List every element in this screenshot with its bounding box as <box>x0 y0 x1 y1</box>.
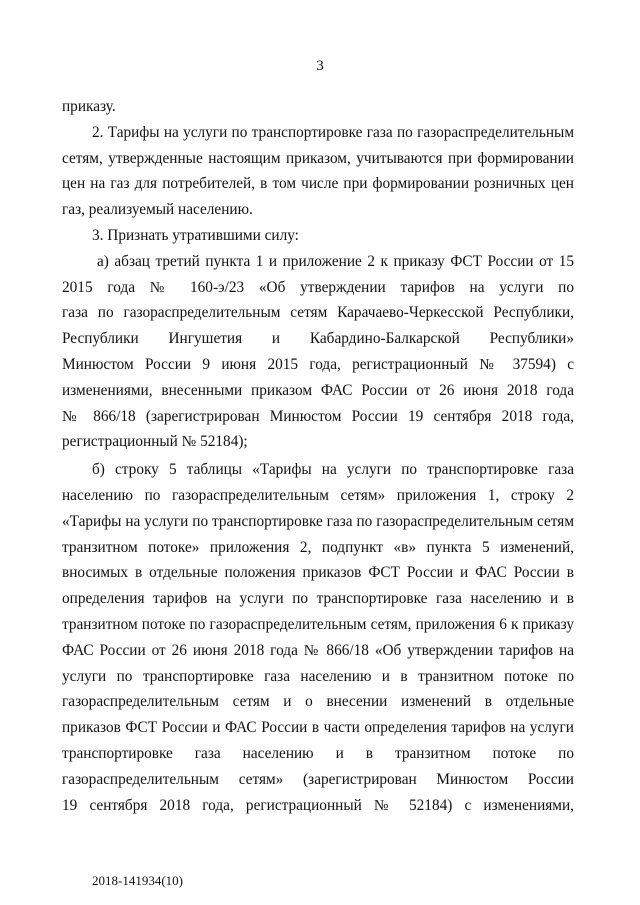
text-line: приказу. <box>62 98 116 115</box>
text-line: цен на газ для потребителей, в том числе при формировании розничных цен <box>62 175 574 193</box>
text-line: № 866/18 (зарегистрирован Минюстом России 19 сентября 2018 года, <box>62 407 574 425</box>
text-line: транзитном потоке» приложения 2, подпункт «в» пункта 5 изменений, <box>62 538 574 556</box>
text-line: «Тарифы на услуги по транспортировке газа по газораспределительным сетям <box>62 512 574 530</box>
text-line: газораспределительным сетям» (зарегистрирован Минюстом России <box>62 770 574 788</box>
text-line: транзитном потоке по газораспределительным сетям, приложения 6 к приказу <box>62 615 574 633</box>
text-line: вносимых в отдельные положения приказов ФСТ России и ФАС России в <box>62 564 574 582</box>
document-id: 2018-141934(10) <box>92 873 183 888</box>
text-line: б) строку 5 таблицы «Тарифы на услуги по транспортировке газа <box>92 461 574 479</box>
text-line: Минюстом России 9 июня 2015 года, регистрационный № 37594) с <box>62 355 574 373</box>
text-line: 19 сентября 2018 года, регистрационный № 52184) с изменениями, <box>62 796 574 814</box>
text-line: приказов ФСТ России и ФАС России в части определения тарифов на услуги <box>62 719 574 737</box>
text-line: населению по газораспределительным сетям» приложения 1, строку 2 <box>62 486 574 504</box>
text-line: ФАС России от 26 июня 2018 года № 866/18 «Об утверждении тарифов на <box>62 641 574 659</box>
text-line: сетям, утвержденные настоящим приказом, учитываются при формировании <box>62 149 574 167</box>
text-line: а) абзац третий пункта 1 и приложение 2 к приказу ФСТ России от 15 <box>97 252 574 270</box>
text-line: регистрационный № 52184); <box>62 433 248 451</box>
text-line: транспортировке газа населению и в транзитном потоке по <box>62 744 574 762</box>
text-line: изменениями, внесенными приказом ФАС России от 26 июня 2018 года <box>62 381 574 399</box>
text-line: 2015 года № 160-э/23 «Об утверждении тарифов на услуги по <box>62 278 574 296</box>
text-line: газа по газораспределительным сетям Карачаево-Черкесской Республики, <box>62 304 574 322</box>
text-line: Республики Ингушетия и Кабардино-Балкарской Республики» <box>62 330 574 348</box>
document-body <box>62 94 574 818</box>
text-line: 2. Тарифы на услуги по транспортировке газа по газораспределительным <box>92 123 574 141</box>
text-line: газораспределительным сетям и о внесении изменений в отдельные <box>62 693 574 711</box>
text-line: 3. Признать утратившими силу: <box>92 226 299 244</box>
page-number: 3 <box>316 58 324 74</box>
text-line: газ, реализуемый населению. <box>62 201 253 219</box>
text-line: услуги по транспортировке газа населению и в транзитном потоке по <box>62 667 574 685</box>
text-line: определения тарифов на услуги по транспортировке газа населению и в <box>62 590 574 608</box>
